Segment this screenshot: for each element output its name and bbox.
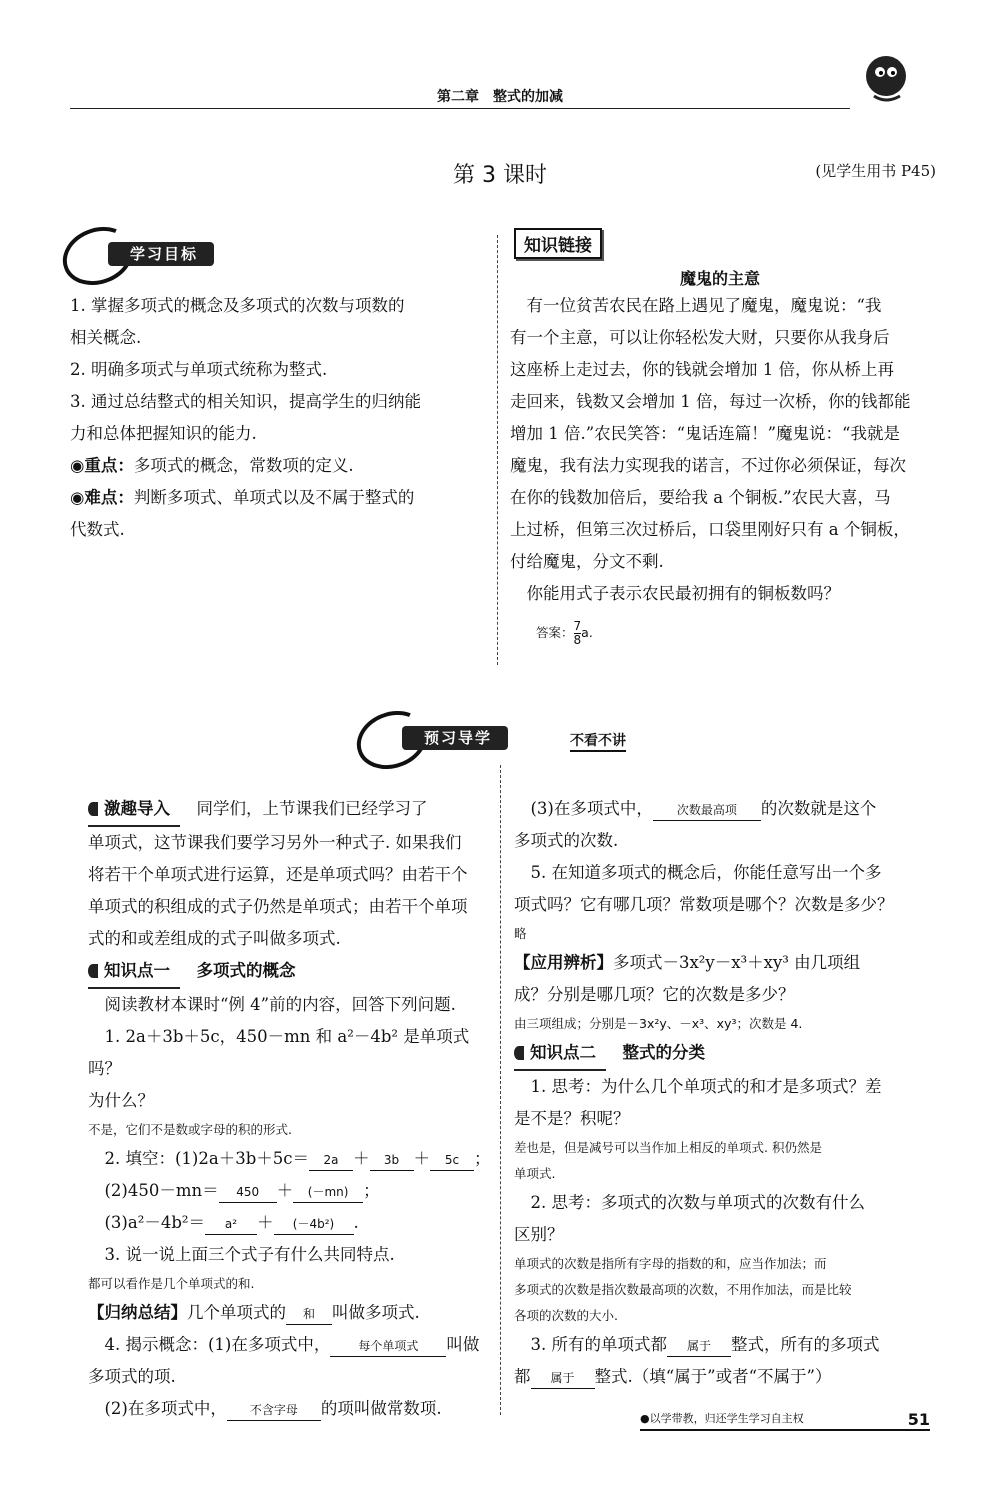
lesson-title: 第 3 课时 bbox=[453, 163, 547, 188]
story-line: 有一位贫苦农民在路上遇见了魔鬼，魔鬼说：“我 bbox=[510, 296, 882, 315]
chapter-title: 第二章 整式的加减 bbox=[437, 89, 563, 105]
think-3-cont: 都 属于 整式.（填“属于”或者“不属于”） bbox=[514, 1361, 944, 1393]
question-5: 5. 在知道多项式的概念后，你能任意写出一个多 bbox=[514, 863, 882, 882]
goal-line: 3. 通过总结整式的相关知识，提高学生的归纳能 bbox=[70, 392, 421, 411]
think-2-answer: 单项式的次数是指所有字母的指数的和，应当作加法；而 bbox=[514, 1256, 827, 1271]
question-4-1: 4. 揭示概念：(1)在多项式中， 每个单项式 叫做 bbox=[88, 1329, 492, 1361]
think-2: 2. 思考：多项式的次数与单项式的次数有什么 bbox=[514, 1193, 865, 1212]
left-column bbox=[88, 793, 492, 1425]
fill-blank: 2a bbox=[309, 1150, 353, 1171]
goal-line: 力和总体把握知识的能力. bbox=[70, 424, 257, 443]
page-number: 51 bbox=[907, 1410, 930, 1429]
hard-point: ◉难点：判断多项式、单项式以及不属于整式的 bbox=[70, 488, 415, 507]
intro-line: 激趣导入 同学们，上节课我们已经学习了 bbox=[88, 793, 492, 827]
think-1-cont: 是不是？积呢？ bbox=[514, 1109, 630, 1128]
goals-banner-label: 学习目标 bbox=[108, 242, 214, 266]
question-2-2: (2)450－mn＝ 450 ＋ (－mn) ； bbox=[88, 1175, 492, 1207]
fill-blank: 次数最高项 bbox=[653, 800, 761, 821]
question-4-2: (2)在多项式中， 不含字母 的项叫做常数项. bbox=[88, 1393, 492, 1425]
question-3: 3. 说一说上面三个式子有什么共同特点. bbox=[88, 1245, 395, 1264]
knowledge-point-1: 知识点一 多项式的概念 bbox=[88, 955, 492, 989]
knowledge-point-2: 知识点二 整式的分类 bbox=[514, 1037, 944, 1071]
think-2-answer: 各项的次数的大小. bbox=[514, 1308, 618, 1323]
application-answer: 由三项组成；分别是－3x²y、－x³、xy³；次数是 4. bbox=[514, 1016, 803, 1031]
think-1: 1. 思考：为什么几个单项式的和才是多项式？差 bbox=[514, 1077, 882, 1096]
intro-line: 式的和或差组成的式子叫做多项式. bbox=[88, 929, 341, 948]
intro-line: 单项式，这节课我们要学习另外一种式子. 如果我们 bbox=[88, 833, 462, 852]
preview-subtitle: 不看不讲 bbox=[570, 730, 626, 752]
answer-3: 都可以看作是几个单项式的和. bbox=[88, 1276, 255, 1291]
application-cont: 成？分别是哪几项？它的次数是多少？ bbox=[514, 985, 795, 1004]
story-line: 有一个主意，可以让你轻松发大财，只要你从我身后 bbox=[510, 328, 890, 347]
question-4-3: (3)在多项式中， 次数最高项 的次数就是这个 bbox=[514, 793, 944, 825]
application: 【应用辨析】多项式－3x²y－x³＋xy³ 由几项组 bbox=[514, 953, 861, 972]
answer-1: 不是，它们不是数或字母的积的形式. bbox=[88, 1122, 292, 1137]
fill-blank: 450 bbox=[219, 1182, 277, 1203]
preview-banner bbox=[356, 712, 656, 756]
column-divider bbox=[500, 765, 501, 1415]
intro-tag: 激趣导入 bbox=[88, 793, 180, 827]
think-3: 3. 所有的单项式都 属于 整式，所有的多项式 bbox=[514, 1329, 944, 1361]
summary: 【归纳总结】几个单项式的 和 叫做多项式. bbox=[88, 1297, 492, 1329]
goal-line: 相关概念. bbox=[70, 328, 142, 347]
hard-point-cont: 代数式. bbox=[70, 520, 125, 539]
header-rule bbox=[70, 108, 850, 109]
goal-line: 2. 明确多项式与单项式统称为整式. bbox=[70, 360, 328, 379]
question-1: 1. 2a＋3b＋5c，450－mn 和 a²－4b² 是单项式吗？ bbox=[88, 1027, 470, 1078]
story-line: 在你的钱数加倍后，要给我 a 个铜板.”农民大喜，马 bbox=[510, 488, 891, 507]
story-line: 这座桥上走过去，你的钱就会增加 1 倍，你从桥上再 bbox=[510, 360, 894, 379]
question-2-1: 2. 填空：(1)2a＋3b＋5c＝ 2a ＋ 3b ＋ 5c ； bbox=[88, 1143, 492, 1175]
knowledge-link-box: 知识链接 bbox=[514, 228, 602, 259]
story-line: 上过桥，但第三次过桥后，口袋里刚好只有 a 个铜板， bbox=[510, 520, 910, 539]
think-1-answer: 差也是，但是减号可以当作加上相反的单项式. 积仍然是 bbox=[514, 1140, 822, 1155]
intro-line: 单项式的积组成的式子仍然是单项式；由若干个单项 bbox=[88, 897, 468, 916]
story-title: 魔鬼的主意 bbox=[679, 269, 760, 288]
fill-blank: (－4b²) bbox=[274, 1214, 354, 1235]
story-line: 走回来，钱数又会增加 1 倍，每过一次桥，你的钱都能 bbox=[510, 392, 911, 411]
fill-blank: 属于 bbox=[531, 1368, 595, 1389]
question-5-cont: 项式吗？它有哪几项？常数项是哪个？次数是多少？ bbox=[514, 895, 894, 914]
question-2-3: (3)a²－4b²＝ a² ＋ (－4b²) . bbox=[88, 1207, 492, 1239]
fill-blank: (－mn) bbox=[293, 1182, 363, 1203]
right-column bbox=[514, 793, 944, 1393]
footer bbox=[640, 1410, 930, 1431]
mascot-icon bbox=[856, 50, 916, 104]
fill-blank: 5c bbox=[430, 1150, 474, 1171]
question-4-1-cont: 多项式的项. bbox=[88, 1367, 176, 1386]
story-line: 魔鬼，我有法力实现我的诺言，不过你必须保证，每次 bbox=[510, 456, 906, 475]
fill-blank: 不含字母 bbox=[227, 1400, 321, 1421]
story-question: 你能用式子表示农民最初拥有的铜板数吗？ bbox=[510, 584, 840, 603]
story-line: 增加 1 倍.”农民笑答：“鬼话连篇！”魔鬼说：“我就是 bbox=[510, 424, 900, 443]
fill-blank: a² bbox=[205, 1214, 257, 1235]
fill-blank: 3b bbox=[370, 1150, 414, 1171]
fill-blank: 每个单项式 bbox=[330, 1336, 446, 1357]
intro-line: 将若干个单项式进行运算，还是单项式吗？由若干个 bbox=[88, 865, 468, 884]
story-answer: 答案： $\frac{7}{8}$ a. bbox=[536, 619, 593, 647]
think-2-cont: 区别？ bbox=[514, 1225, 564, 1244]
answer-fraction: $\frac{7}{8}$ bbox=[573, 619, 582, 647]
story-text bbox=[510, 290, 940, 610]
book-reference: (见学生用书 P45) bbox=[815, 162, 936, 180]
fill-blank: 和 bbox=[286, 1304, 332, 1325]
story-line: 付给魔鬼，分文不剩. bbox=[510, 552, 664, 571]
column-divider bbox=[497, 235, 498, 665]
key-point: ◉重点：多项式的概念，常数项的定义. bbox=[70, 456, 354, 475]
question-1-cont: 为什么？ bbox=[88, 1091, 154, 1110]
question-4-3-cont: 多项式的次数. bbox=[514, 831, 619, 850]
goals-banner bbox=[62, 228, 282, 272]
answer-5: 略 bbox=[514, 926, 527, 941]
fill-blank: 属于 bbox=[667, 1336, 731, 1357]
footer-motto: ●以学带教，归还学生学习自主权 bbox=[640, 1412, 804, 1425]
read-instruction: 阅读教材本课时“例 4”前的内容，回答下列问题. bbox=[88, 995, 456, 1014]
goals-list bbox=[70, 290, 488, 546]
think-1-answer-cont: 单项式. bbox=[514, 1166, 556, 1181]
goal-line: 1. 掌握多项式的概念及多项式的次数与项数的 bbox=[70, 296, 405, 315]
preview-banner-label: 预习导学 bbox=[402, 726, 508, 750]
think-2-answer: 多项式的次数是指次数最高项的次数，不用作加法，而是比较 bbox=[514, 1282, 852, 1297]
